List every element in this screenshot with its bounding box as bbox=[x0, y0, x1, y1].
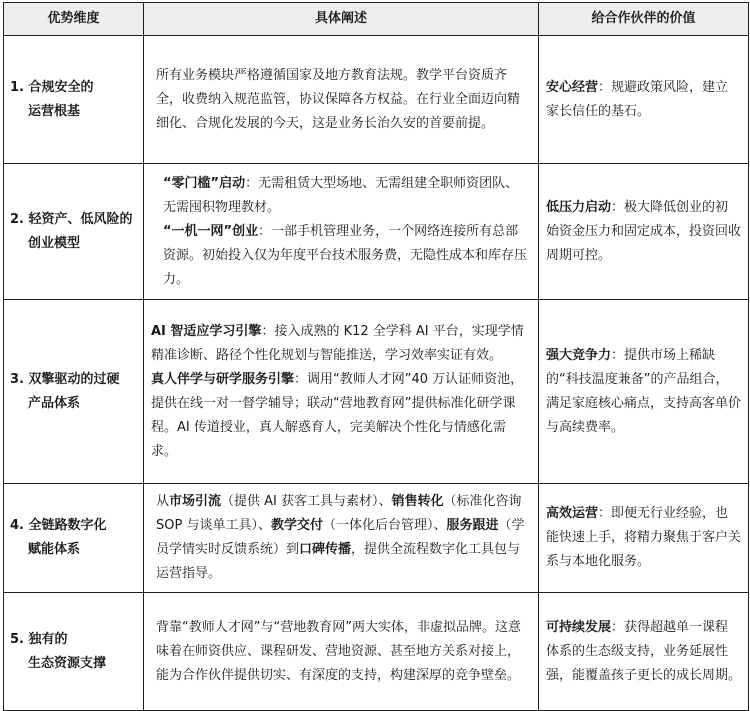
dimension-cell bbox=[4, 164, 144, 300]
value-text: ：极大降低创业的初始资金压力和固定成本，投资回收周期可控。 bbox=[546, 199, 742, 263]
advantages-table bbox=[3, 2, 749, 711]
description-cell bbox=[144, 300, 539, 484]
table-row bbox=[4, 484, 749, 593]
description-text: ：调用“教师人才网”40 万认证师资池，提供在线一对一督学辅导；联动“营地教育网”提供标准化研学课程。AI 传道授业，真人解惑育人，完美解决个性化与情感化需求。 bbox=[151, 371, 524, 459]
description-text: 背靠“教师人才网”与“营地教育网”两大实体，非虚拟品牌。这意味着在师资供应、课程研发、营地资源、甚至地方关系对接上，能为合作伙伴提供切实、有深度的支持，构建深厚的竞争壁垒。 bbox=[156, 619, 521, 683]
description-keyword: “一机一网”创业 bbox=[163, 223, 259, 239]
description-paragraph bbox=[151, 172, 531, 220]
dimension-line1: 1. 合规安全的 bbox=[10, 79, 94, 95]
description-cell bbox=[144, 36, 539, 164]
description-keyword: “零门槛”启动 bbox=[163, 175, 246, 191]
description-text: ：一部手机管理业务，一个网络连接所有总部资源。初始投入仅为年度平台技术服务费，无隐性成本和库存压力。 bbox=[163, 223, 528, 287]
value-cell bbox=[539, 300, 749, 484]
description-keyword: 教学交付 bbox=[270, 518, 323, 533]
value-text: ：即便无行业经验，也能快速上手，将精力聚焦于客户关系与本地化服务。 bbox=[546, 506, 742, 569]
dimension-line2: 产品体系 bbox=[28, 395, 81, 411]
description-keyword: 市场引流 bbox=[169, 494, 222, 509]
dimension-line2: 生态资源支撑 bbox=[28, 655, 107, 671]
table-row bbox=[4, 36, 749, 164]
description-paragraph bbox=[151, 320, 531, 368]
value-keyword: 强大竞争力 bbox=[546, 347, 612, 363]
value-cell bbox=[539, 593, 749, 711]
value-cell bbox=[539, 36, 749, 164]
value-keyword: 低压力启动 bbox=[546, 199, 612, 215]
description-text: 从 bbox=[156, 494, 170, 509]
description-cell bbox=[144, 164, 539, 300]
description-paragraph bbox=[151, 368, 531, 464]
description-keyword: 口碑传播 bbox=[299, 542, 352, 557]
dimension-line1: 2. 轻资产、低风险的 bbox=[10, 211, 133, 227]
dimension-cell bbox=[4, 593, 144, 711]
description-text: ：接入成熟的 K12 全学科 AI 平台，实现学情精准诊断、路径个性化规划与智能推送，学习效率实证有效。 bbox=[151, 323, 524, 363]
description-keyword: 销售转化 bbox=[391, 494, 444, 509]
value-keyword: 安心经营 bbox=[546, 79, 599, 95]
dimension-cell bbox=[4, 484, 144, 593]
description-paragraph bbox=[151, 220, 531, 292]
dimension-cell bbox=[4, 300, 144, 484]
value-keyword: 高效运营 bbox=[546, 506, 599, 521]
header-partner-value: 给合作伙伴的价值 bbox=[539, 3, 749, 36]
description-keyword: 服务跟进 bbox=[446, 518, 499, 533]
dimension-line1: 3. 双擎驱动的过硬 bbox=[10, 371, 120, 387]
description-text: 所有业务模块严格遵循国家及地方教育法规。教学平台资质齐全，收费纳入规范监管，协议保障各方权益。在行业全面迈向精细化、合规化发展的今天，这是业务长治久安的首要前提。 bbox=[156, 67, 521, 131]
header-dimension: 优势维度 bbox=[4, 3, 144, 36]
dimension-line2: 赋能体系 bbox=[28, 542, 81, 557]
value-text: ：获得超越单一课程体系的生态级支持，业务延展性强，能覆盖孩子更长的成长周期。 bbox=[546, 619, 742, 683]
description-cell bbox=[144, 593, 539, 711]
dimension-line1: 5. 独有的 bbox=[10, 631, 68, 647]
dimension-line1: 4. 全链路数字化 bbox=[10, 518, 107, 533]
description-text: ，提供全流程数字化工具包与运营指导。 bbox=[156, 542, 521, 581]
description-keyword: AI 智适应学习引擎 bbox=[151, 323, 262, 339]
header-description: 具体阐述 bbox=[144, 3, 539, 36]
value-cell bbox=[539, 164, 749, 300]
description-text: ：无需租赁大型场地、无需组建全职师资团队、无需囤积物理教材。 bbox=[163, 175, 519, 215]
dimension-line2: 创业模型 bbox=[28, 235, 81, 251]
description-keyword: 真人伴学与研学服务引擎 bbox=[151, 371, 295, 387]
dimension-line2: 运营根基 bbox=[28, 103, 81, 119]
table-row bbox=[4, 300, 749, 484]
value-text: ：提供市场上稀缺的“科技温度兼备”的产品组合，满足家庭核心痛点，支持高客单价与高续费率。 bbox=[546, 347, 742, 435]
description-text: （学员学情实时反馈系统）到 bbox=[156, 518, 525, 557]
value-keyword: 可持续发展 bbox=[546, 619, 612, 635]
value-text: ：规避政策风险，建立家长信任的基石。 bbox=[546, 79, 729, 119]
description-text: （标准化咨询 SOP 与谈单工具）、 bbox=[156, 494, 522, 533]
description-text: （提供 AI 获客工具与素材）、 bbox=[221, 494, 392, 509]
table-header-row bbox=[4, 3, 749, 36]
table-row bbox=[4, 164, 749, 300]
description-text: （一体化后台管理）、 bbox=[322, 518, 447, 533]
dimension-cell bbox=[4, 36, 144, 164]
description-cell bbox=[144, 484, 539, 593]
table-row bbox=[4, 593, 749, 711]
value-cell bbox=[539, 484, 749, 593]
